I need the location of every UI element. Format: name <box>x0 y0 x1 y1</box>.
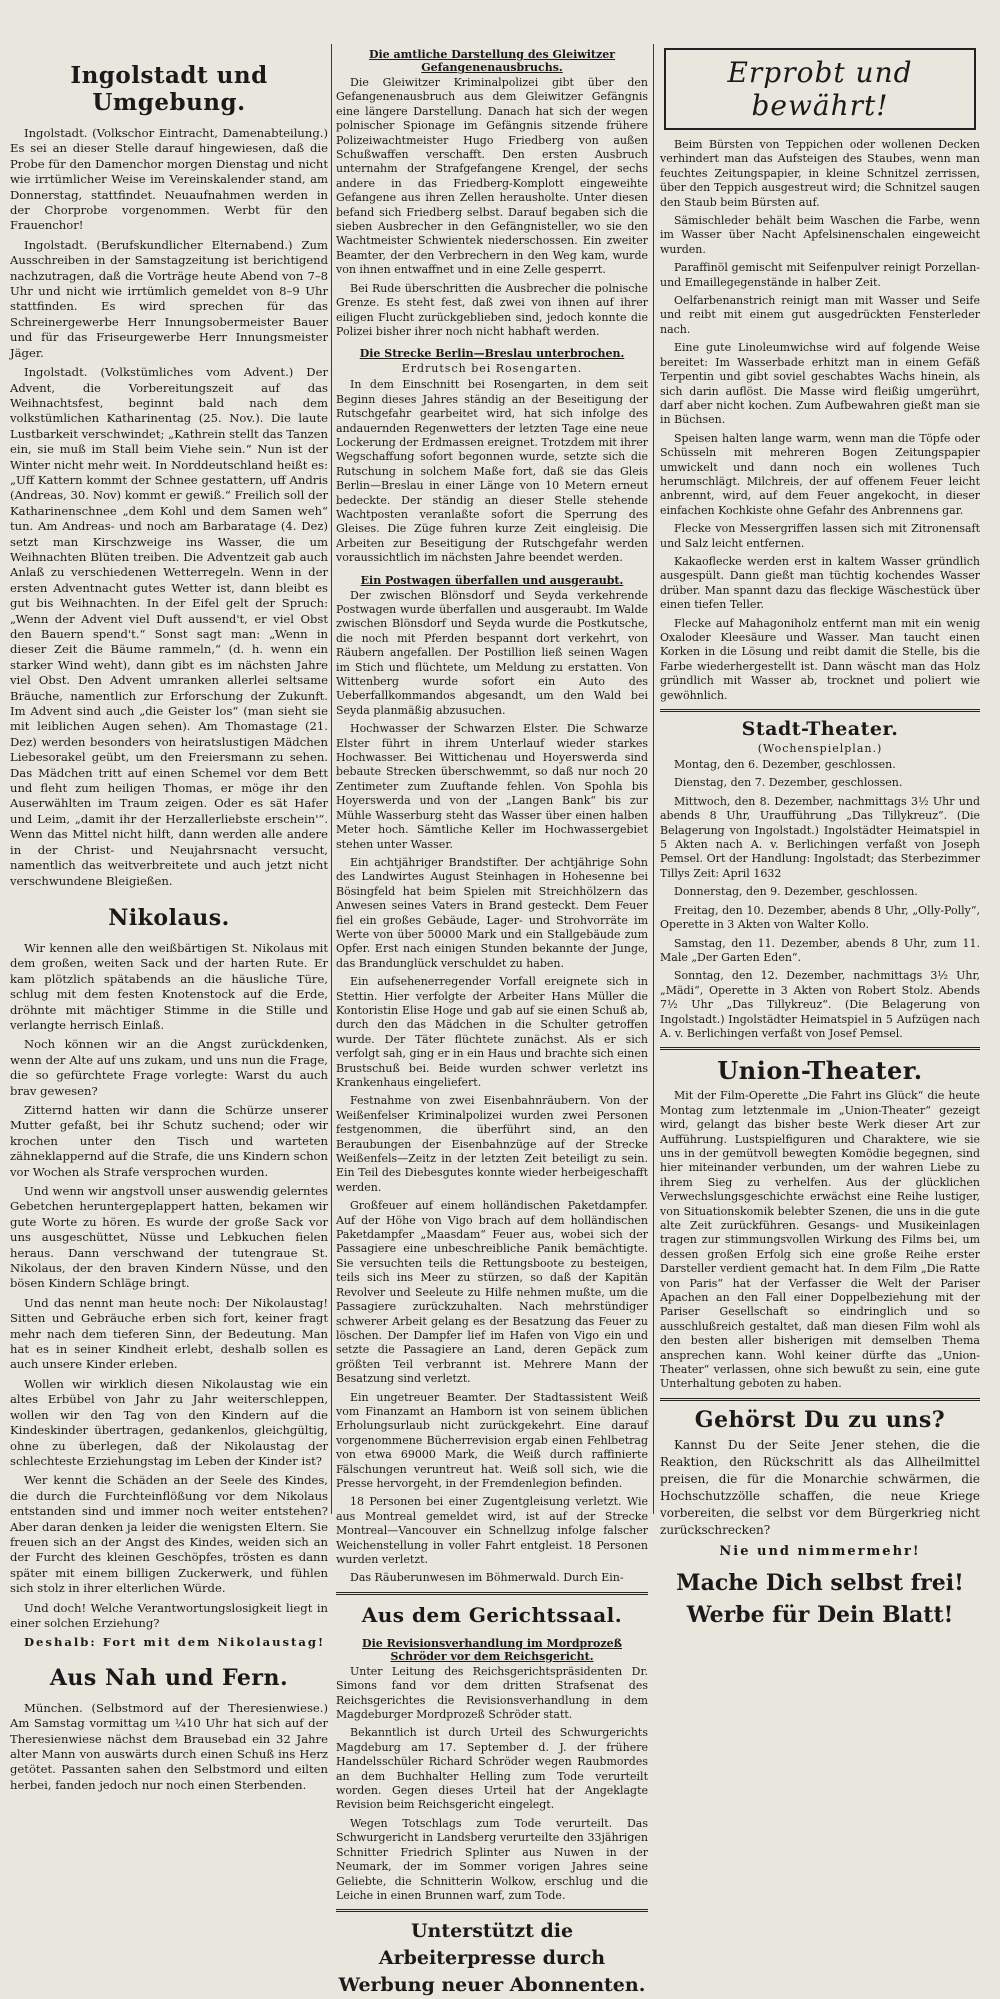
box-title: Erprobt und bewährt! <box>727 56 913 122</box>
schedule-line: Mittwoch, den 8. Dezember, nachmittags 3½ Uhr und abends 8 Uhr, Uraufführung „Das Tillykreuz“. (Die Belagerung von Ingolstadt.) Ingolstädter Heimatspiel in 5 Akten nach A. v. Berlichingen verfaßt von Joseph Pemsel. Ort der Handlung: Ingolstadt; das Sterbezimmer Tillys Zeit: April 1632 <box>660 794 980 880</box>
article-paragraph: Kannst Du der Seite Jener stehen, die die Reaktion, den Rückschritt als das Allheilmittel preisen, die für die Monarchie schwärmen, die Hochschutzzölle schaffen, die neue Kriege vorbereiten, die selbst vor dem Bürgerkrieg nicht zurückschrecken? <box>660 1437 980 1537</box>
tip-paragraph: Kakaoflecke werden erst in kaltem Wasser gründlich ausgespült. Dann gießt man tüchtig kochendes Wasser drüber. Man spannt dazu das fleckige Wäschestück über einen tiefen Teller. <box>660 554 980 612</box>
article-headline: Die amtliche Darstellung des Gleiwitzer Gefangenenausbruchs. <box>368 48 616 74</box>
article-paragraph: Ingolstadt. (Berufskundlicher Elternabend.) Zum Ausschreiben in der Samstagzeitung ist berichtigend nachzutragen, daß die Vorträge heute Abend von 7–8 Uhr und nicht wie irrtümlich gemeldet von 8–9 Uhr stattfinden. Es wird sprechen für das Schreinergewerbe Herr Innungsobermeister Bauer und für das Friseurgewerbe Herr Innungsmeister Jäger. <box>10 237 328 360</box>
column-right <box>660 40 980 1629</box>
article-paragraph: Wegen Totschlags zum Tode verurteilt. Das Schwurgericht in Landsberg verurteilte den 33jährigen Schnitter Friedrich Splinter aus Nuwen in der Neumark, der im Sommer vorigen Jahres seine Geliebte, die Schnitterin Wolkow, erschlug und die Leiche in einen Brunnen warf, zum Tode. <box>336 1816 648 1902</box>
tip-paragraph: Flecke auf Mahagoniholz entfernt man mit ein wenig Oxaloder Kleesäure und Wasser. Man taucht einen Korken in die Lösung und reibt damit die Stelle, bis die Farbe wiederhergestellt ist. Dann wäscht man das Holz gründlich mit Wasser ab, trocknet und poliert wie gewöhnlich. <box>660 616 980 702</box>
article-paragraph: Ein aufsehenerregender Vorfall ereignete sich in Stettin. Hier verfolgte der Arbeiter Hans Müller die Kontoristin Elise Hoge und gab auf sie einen Schuß ab, durch den das Mädchen in die Schulter getroffen wurde. Der Täter flüchtete zunächst. Als er sich verfolgt sah, ging er in ein Haus und brachte sich einen Brustschuß bei. Beide wurden schwer verletzt ins Krankenhaus eingeliefert. <box>336 975 648 1089</box>
article-paragraph: Ein ungetreuer Beamter. Der Stadtassistent Weiß vom Finanzamt an Hamborn ist von seinem üblichen Erholungsurlaub nicht zurückgekehrt. Eine darauf vorgenommene Bücherrevision ergab einen Fehlbetrag von etwa 69000 Mark, die Weiß durch raffinierte Fälschungen veruntreut hat. Weiß soll sich, wie die Presse hervorgeht, in der Fremdenlegion befinden. <box>336 1390 648 1490</box>
article-paragraph: Und das nennt man heute noch: Der Nikolaustag! Sitten und Gebräuche erben sich fort, keiner fragt mehr nach dem tieferen Sinn, der Bedeutung. Man hat es in seiner Kindheit erlebt, deshalb sollen es auch unsere Kinder erleben. <box>10 1295 328 1372</box>
section-title: Nikolaus. <box>108 904 230 931</box>
header-box <box>664 48 976 130</box>
article-paragraph: Wer kennt die Schäden an der Seele des Kindes, die durch die Furchteinflößung vor dem Nikolaus entstanden sind und immer noch weiter entstehen? Aber daran denken ja leider die wenigsten Eltern. Sie freuen sich an der Angst des Kindes, weiden sich an der Furcht des kleinen Geschöpfes, trösten es dann später mit einem billigen Zuckerwerk, und fühlen sich stolz in ihrer elterlichen Würde. <box>10 1473 328 1596</box>
article-paragraph: Ein achtjähriger Brandstifter. Der achtjährige Sohn des Landwirtes August Steinhagen in Hohesenne bei Bösingfeld hat beim Spielen mit Streichhölzern das Anwesen seines Vaters in Brand gesteckt. Dem Feuer fiel ein großes Gebäude, Lager- und Strohvorräte im Werte von über 50000 Mark und ein Stallgebäude zum Opfer. Erst nach einigen Stunden bekannte der Junge, das Brandunglück verschuldet zu haben. <box>336 855 648 970</box>
section-title: Aus Nah und Fern. <box>49 1664 289 1691</box>
article-paragraph: Und wenn wir angstvoll unser auswendig gelerntes Gebetchen heruntergeplappert hatten, bekamen wir gute Worte zu hören. Es wurde der große Sack vor uns ausgeschüttet, Nüsse und Lebkuchen fielen heraus. Dann verschwand der tutengraue St. Nikolaus, der den braven Kindern Nüsse, und den bösen Kindern Schläge bringt. <box>10 1184 328 1291</box>
section-title: Ingolstadt und Umgebung. <box>70 62 268 116</box>
divider <box>660 1398 980 1401</box>
appeal-banner: Unterstützt die Arbeiterpresse durch Werbung neuer Abonnenten. <box>338 1920 646 1997</box>
tip-paragraph: Flecke von Messergriffen lassen sich mit Zitronensaft und Salz leicht entfernen. <box>660 522 980 550</box>
article-paragraph: Großfeuer auf einem holländischen Paketdampfer. Auf der Höhe von Vigo brach auf dem holländischen Paketdampfer „Maasdam“ Feuer aus, wobei sich der Passagiere eine unbeschreibliche Panik bemächtigte. Sie versuchten teils die Rettungsboote zu besteigen, teils sich ins Meer zu stürzen, so daß der Kapitän Revolver und Seeleute zu Hilfe nehmen mußte, um die Passagiere zurückzuhalten. Nach mehrstündiger schwerer Arbeit gelang es der Besatzung das Feuer zu löschen. Der Dampfer lief im Hafen von Vigo ein und setzte die Passagiere an Land, deren Gepäck zum größten Teil verbrannt ist. Mehrere Mann der Besatzung sind verletzt. <box>336 1199 648 1386</box>
schedule-line: Montag, den 6. Dezember, geschlossen. <box>674 758 896 772</box>
tip-paragraph: Sämischleder behält beim Waschen die Farbe, wenn im Wasser über Nacht Apfelsinenschalen eingeweicht wurden. <box>660 214 980 256</box>
article-paragraph: Die Gleiwitzer Kriminalpolizei gibt über den Gefangenenausbruch aus dem Gleiwitzer Gefängnis eine längere Darstellung. Danach hat sich der wegen polnischer Spionage im Gefängnis sitzende frühere Polizeiwachtmeister Hugo Friedberg von außen Schußwaffen verschafft. Den ersten Ausbruch unternahm der Strafgefangene Krengel, der sechs andere in das Friedberg-Komplott eingeweihte Gefangene aus ihren Zellen herausholte. Unter diesen befand sich Friedberg selbst. Darauf begaben sich die sieben Ausbrecher in den Gefängnisteller, wo sie den Wachtmeister Schwientek niederschossen. Ein zweiter Beamter, der den Verbrechern in den Weg kam, wurde von ihnen entwaffnet und in eine Zelle gesperrt. <box>336 76 648 277</box>
column-left <box>10 40 328 1792</box>
column-middle <box>336 40 648 1997</box>
schedule-line: Dienstag, den 7. Dezember, geschlossen. <box>674 776 903 790</box>
divider <box>336 1909 648 1912</box>
schedule-line: Freitag, den 10. Dezember, abends 8 Uhr, „Olly-Polly“, Operette in 3 Akten von Walter Kollo. <box>660 903 980 932</box>
divider <box>336 1592 648 1595</box>
article-paragraph: Unter Leitung des Reichsgerichtspräsidenten Dr. Simons fand vor dem dritten Strafsenat des Reichsgerichtes die Revisionsverhandlung in dem Magdeburger Mordprozeß Schröder statt. <box>336 1664 648 1722</box>
slogan: Nie und nimmermehr! <box>719 1543 921 1559</box>
tip-paragraph: Beim Bürsten von Teppichen oder wollenen Decken verhindert man das Aufsteigen des Staubes, wenn man feuchtes Zeitungspapier, in kleine Schnitzel zerrissen, über den Teppich ausgestreut wird; die Schnitzel saugen den Staub beim Bürsten auf. <box>660 138 980 209</box>
article-paragraph: Ingolstadt. (Volkstümliches vom Advent.) Der Advent, die Vorbereitungszeit auf das Weihnachtsfest, beginnt bald nach dem volkstümlichen Katharinentag (25. Nov.). Die laute Lustbarkeit verschwindet; „Kathrein stellt das Tanzen ein, sie muß im Stall beim Viehe sein.“ Nun ist der Winter nicht mehr weit. In Norddeutschland heißt es: „Uff Kattern kommt der Schnee gestattern, uff Andris (Andreas, 30. Nov) kommt er gewiß.“ Freilich soll der Katharinenschnee „dem Kohl und dem Samen weh“ tun. Am Andreas- und noch am Barbaratage (4. Dez) setzt man Kirschzweige ins Wasser, die um Weihnachten Blüten treiben. Die Adventzeit gab auch Anlaß zu verschiedenen Wetterregeln. Wenn in der ersten Adventnacht gutes Wetter ist, dann bleibt es gut bis Weihnachten. In der Eifel gelt der Spruch: „Wenn der Advent viel Duft aussend't, er viel Obst den Bauern spend't.“ Sonst sagt man: „Wenn in dieser Zeit die Bäume rammeln,“ (d. h. wenn ein starker Wind weht), dann gibt es im nächsten Jahre viel Obst. Den Advent umranken allerlei seltsame Bräuche, namentlich zur Erforschung der Zukunft. Im Advent sind auch „die Geister los“ (man sieht sie mit leiblichen Augen sehen). Am Thomastage (21. Dez) werden besonders von heiratslustigen Mädchen Liebesorakel geübt, um den Freiersmann zu sehen. Das Mädchen tritt auf einen Schemel vor dem Bett und fleht zum heiligen Thomas, er möge ihr den Auserwählten im Traum zeigen. Oder es sät Hafer und Leim, „damit ihr der Herzallerliebste erschein'“. Wenn das Mittel nicht hilft, dann werden alle andere in der Christ- und Neujahrsnacht versucht, namentlich das weitverbreitete und auch jetzt nicht verschwundene Bleigießen. <box>10 365 328 888</box>
section-title: Gehörst Du zu uns? <box>694 1406 946 1433</box>
article-paragraph: Der zwischen Blönsdorf und Seyda verkehrende Postwagen wurde überfallen und ausgeraubt. Im Walde zwischen Blönsdorf und Seyda wurde die Postkutsche, die noch mit Pferden bespannt dort verkehrt, von Räubern angefallen. Der Postillion ließ seinen Wagen im Stich und flüchtete, um Meldung zu erstatten. Von Wittenberg wurde sofort ein Auto des Ueberfallkommandos abgesandt, um den Wald bei Seyda planmäßig abzusuchen. <box>336 588 648 717</box>
section-title: Union-Theater. <box>717 1056 923 1086</box>
article-paragraph: Wir kennen alle den weißbärtigen St. Nikolaus mit dem großen, weiten Sack und der harten Rute. Er kam plötzlich spätabends an die häusliche Türe, schlug mit dem festen Knotenstock auf die Erde, dröhnte mit mächtiger Stimme in die Stille und verlangte herrisch Einlaß. <box>10 940 328 1032</box>
article-paragraph: Zitternd hatten wir dann die Schürze unserer Mutter gefaßt, bei ihr Schutz suchend; oder wir krochen unter den Tisch und warteten zähneklappernd auf die Strafe, die uns Kindern schon vor Wochen als Strafe versprochen wurden. <box>10 1102 328 1179</box>
article-paragraph: Hochwasser der Schwarzen Elster. Die Schwarze Elster führt in ihrem Unterlauf wieder starkes Hochwasser. Bei Wittichenau und Hoyerswerda sind bebaute Strecken überschwemmt, so daß nur noch 20 Zentimeter zum Zuuftande fehlen. Von Spohla bis Hoyerswerda und von der „Langen Bank“ bis zur Mühle Wasserburg steht das Wasser über einen halben Meter hoch. Sämtliche Keller im Hochwassergebiet stehen unter Wasser. <box>336 722 648 851</box>
article-paragraph: Das Räuberunwesen im Böhmerwald. Durch Ein- <box>350 1571 624 1585</box>
article-paragraph: 18 Personen bei einer Zugentgleisung verletzt. Wie aus Montreal gemeldet wird, ist auf der Strecke Montreal—Vancouver ein Schnellzug infolge falscher Weichenstellung in voller Fahrt entgleist. 18 Personen wurden verletzt. <box>336 1495 648 1566</box>
tip-paragraph: Eine gute Linoleumwichse wird auf folgende Weise bereitet: Im Wasserbade erhitzt man in einem Gefäß Terpentin und gibt soviel geschabtes Wachs hinein, als sich darin auflöst. Die Masse wird fleißig umgerührt, darf aber nicht kochen. Zum Aufbewahren gießt man sie in Büchsen. <box>660 341 980 427</box>
divider <box>660 1047 980 1050</box>
article-subheadline: Erdrutsch bei Rosengarten. <box>401 362 583 376</box>
schedule-line: Samstag, den 11. Dezember, abends 8 Uhr, zum 11. Male „Der Garten Eden“. <box>660 936 980 964</box>
article-headline: Die Revisionsverhandlung im Mordprozeß Schröder vor dem Reichsgericht. <box>362 1636 622 1663</box>
article-paragraph: Bekanntlich ist durch Urteil des Schwurgerichts Magdeburg am 17. September d. J. der frühere Handelsschüler Richard Schröder wegen Raubmordes an dem Buchhalter Helling zum Tode verurteilt worden. Gegen dieses Urteil hat der Angeklagte Revision beim Reichsgericht eingelegt. <box>336 1726 648 1812</box>
divider <box>660 709 980 712</box>
article-paragraph: Deshalb: Fort mit dem Nikolaustag! <box>24 1635 326 1650</box>
article-paragraph: Mit der Film-Operette „Die Fahrt ins Glück“ die heute Montag zum letztenmale im „Union-Theater“ gezeigt wird, gelangt das bisher beste Werk dieser Art zur Aufführung. Lustspielfiguren und Charaktere, wie sie uns in der gemütvoll bewegten Komödie begegnen, sind hier miteinander verbunden, um der wahren Liebe zu ihrem Sieg zu verhelfen. Aus der glücklichen Verwechslungsgeschichte erwächst eine Reihe lustiger, von Situationskomik belebter Szenen, die uns in die gute alte Zeit zurückführen. Gesangs- und Musikeinlagen tragen zur stimmungsvollen Wirkung des Films bei, um dessen großen Erfolg sich eine große Reihe erster Darsteller verdient gemacht hat. In dem Film „Die Ratte von Paris“ hat der Verfasser die Welt der Pariser Apachen an den Fall einer Doppelbeziehung mit der Pariser Gesellschaft so eindringlich und so ausschlußreich gestaltet, daß man diesen Film wohl als den besten aller bisherigen mit demselben Thema ansprechen kann. Wohl keiner dürfte das „Union-Theater“ verlassen, ohne sich bewußt zu sein, eine gute Unterhaltung geboten zu haben. <box>660 1089 980 1391</box>
section-subtitle: (Wochenspielplan.) <box>757 742 883 756</box>
article-paragraph: Festnahme von zwei Eisenbahnräubern. Von der Weißenfelser Kriminalpolizei wurden zwei Personen festgenommen, die überführt sind, an den Beraubungen der Eisenbahnzüge auf der Strecke Weißenfels—Zeitz in der letzten Zeit beteiligt zu sein. Ein Teil des Diebesgutes konnte wieder herbeigeschafft werden. <box>336 1094 648 1194</box>
tip-paragraph: Speisen halten lange warm, wenn man die Töpfe oder Schüsseln mit mehreren Bogen Zeitungspapier umwickelt und dann noch ein wollenes Tuch herumschlägt. Milchreis, der auf offenem Feuer leicht anbrennt, wird, auf dem Feuer angekocht, in dieser einfachen Kochkiste ohne Gefahr des Anbrennens gar. <box>660 431 980 517</box>
article-paragraph: Ingolstadt. (Volkschor Eintracht, Damenabteilung.) Es sei an dieser Stelle darauf hingewiesen, daß die Probe für den Damenchor morgen Dienstag und nicht wie irrtümlicher Weise im Vereinskalender stand, am Donnerstag, stattfindet. Neuaufnahmen werden in der Chorprobe vorgenommen. Werbt für den Frauenchor! <box>10 126 328 233</box>
column-rule <box>653 44 654 1514</box>
article-paragraph: Wollen wir wirklich diesen Nikolaustag wie ein altes Erbübel von Jahr zu Jahr weiterschleppen, wollen wir den Tag von den Kindern auf die Kindeskinder übertragen, gedankenlos, gleichgültig, ohne zu überlegen, daß der Nikolaustag der schlechteste Erziehungstag im Leben der Kinder ist? <box>10 1376 328 1468</box>
article-paragraph: Noch können wir an die Angst zurückdenken, wenn der Alte auf uns zukam, und uns nun die Frage, die so gefürchtete Frage vorlegte: Warst du auch brav gewesen? <box>10 1037 328 1098</box>
article-paragraph: München. (Selbstmord auf der Theresienwiese.) Am Samstag vormittag um ¼10 Uhr hat sich auf der Theresienwiese nächst dem Brausebad ein 32 Jahre alter Mann von auswärts durch einen Schuß ins Herz getötet. Passanten sahen den Selbstmord und eilten herbei, fanden jedoch nur noch einen Sterbenden. <box>10 1700 328 1792</box>
article-paragraph: In dem Einschnitt bei Rosengarten, in dem seit Beginn dieses Jahres ständig an der Beseitigung der Rutschgefahr gearbeitet wird, hat sich infolge des andauernden Regenwetters der letzten Tage eine neue Lockerung der Erdmassen ereignet. Trotzdem mit ihrer Wegschaffung sofort begonnen wurde, setzte sich die Rutschung in solchem Maße fort, daß sie das Gleis Berlin—Breslau in einer Länge von 10 Metern erneut bedeckte. Der ständig an dieser Stelle stehende Wachtposten veranlaßte sofort die Sperrung des Gleises. Die Züge fuhren kurze Zeit eingleisig. Die Arbeiten zur Beseitigung der Rutschgefahr werden voraussichtlich im nächsten Jahre beendet werden. <box>336 378 648 565</box>
slogan-banner: Mache Dich selbst frei! Werbe für Dein Blatt! <box>676 1570 964 1629</box>
section-title: Aus dem Gerichtssaal. <box>361 1602 623 1627</box>
tip-paragraph: Paraffinöl gemischt mit Seifenpulver reinigt Porzellan- und Emaillegegenstände in halber Zeit. <box>660 261 980 289</box>
article-headline: Die Strecke Berlin—Breslau unterbrochen. <box>359 347 625 361</box>
column-rule <box>331 44 332 1514</box>
section-title: Stadt-Theater. <box>741 718 899 741</box>
schedule-line: Sonntag, den 12. Dezember, nachmittags 3½ Uhr, „Mädi“, Operette in 3 Akten von Robert Stolz. Abends 7½ Uhr „Das Tillykreuz“. (Die Belagerung von Ingolstadt.) Ingolstädter Heimatspiel in 5 Aufzügen nach A. v. Berlichingen verfaßt von Josef Pemsel. <box>660 969 980 1040</box>
schedule-line: Donnerstag, den 9. Dezember, geschlossen. <box>674 885 918 899</box>
article-headline: Ein Postwagen überfallen und ausgeraubt. <box>360 573 624 587</box>
article-paragraph: Bei Rude überschritten die Ausbrecher die polnische Grenze. Es steht fest, daß zwei von ihnen auf ihrer eiligen Flucht zurückgeblieben sind, jedoch konnte die Polizei bisher ihrer noch nicht habhaft werden. <box>336 281 648 338</box>
tip-paragraph: Oelfarbenanstrich reinigt man mit Wasser und Seife und reibt mit einem gut ausgedrückten Fensterleder nach. <box>660 294 980 336</box>
article-paragraph: Und doch! Welche Verantwortungslosigkeit liegt in einer solchen Erziehung? <box>10 1600 328 1630</box>
